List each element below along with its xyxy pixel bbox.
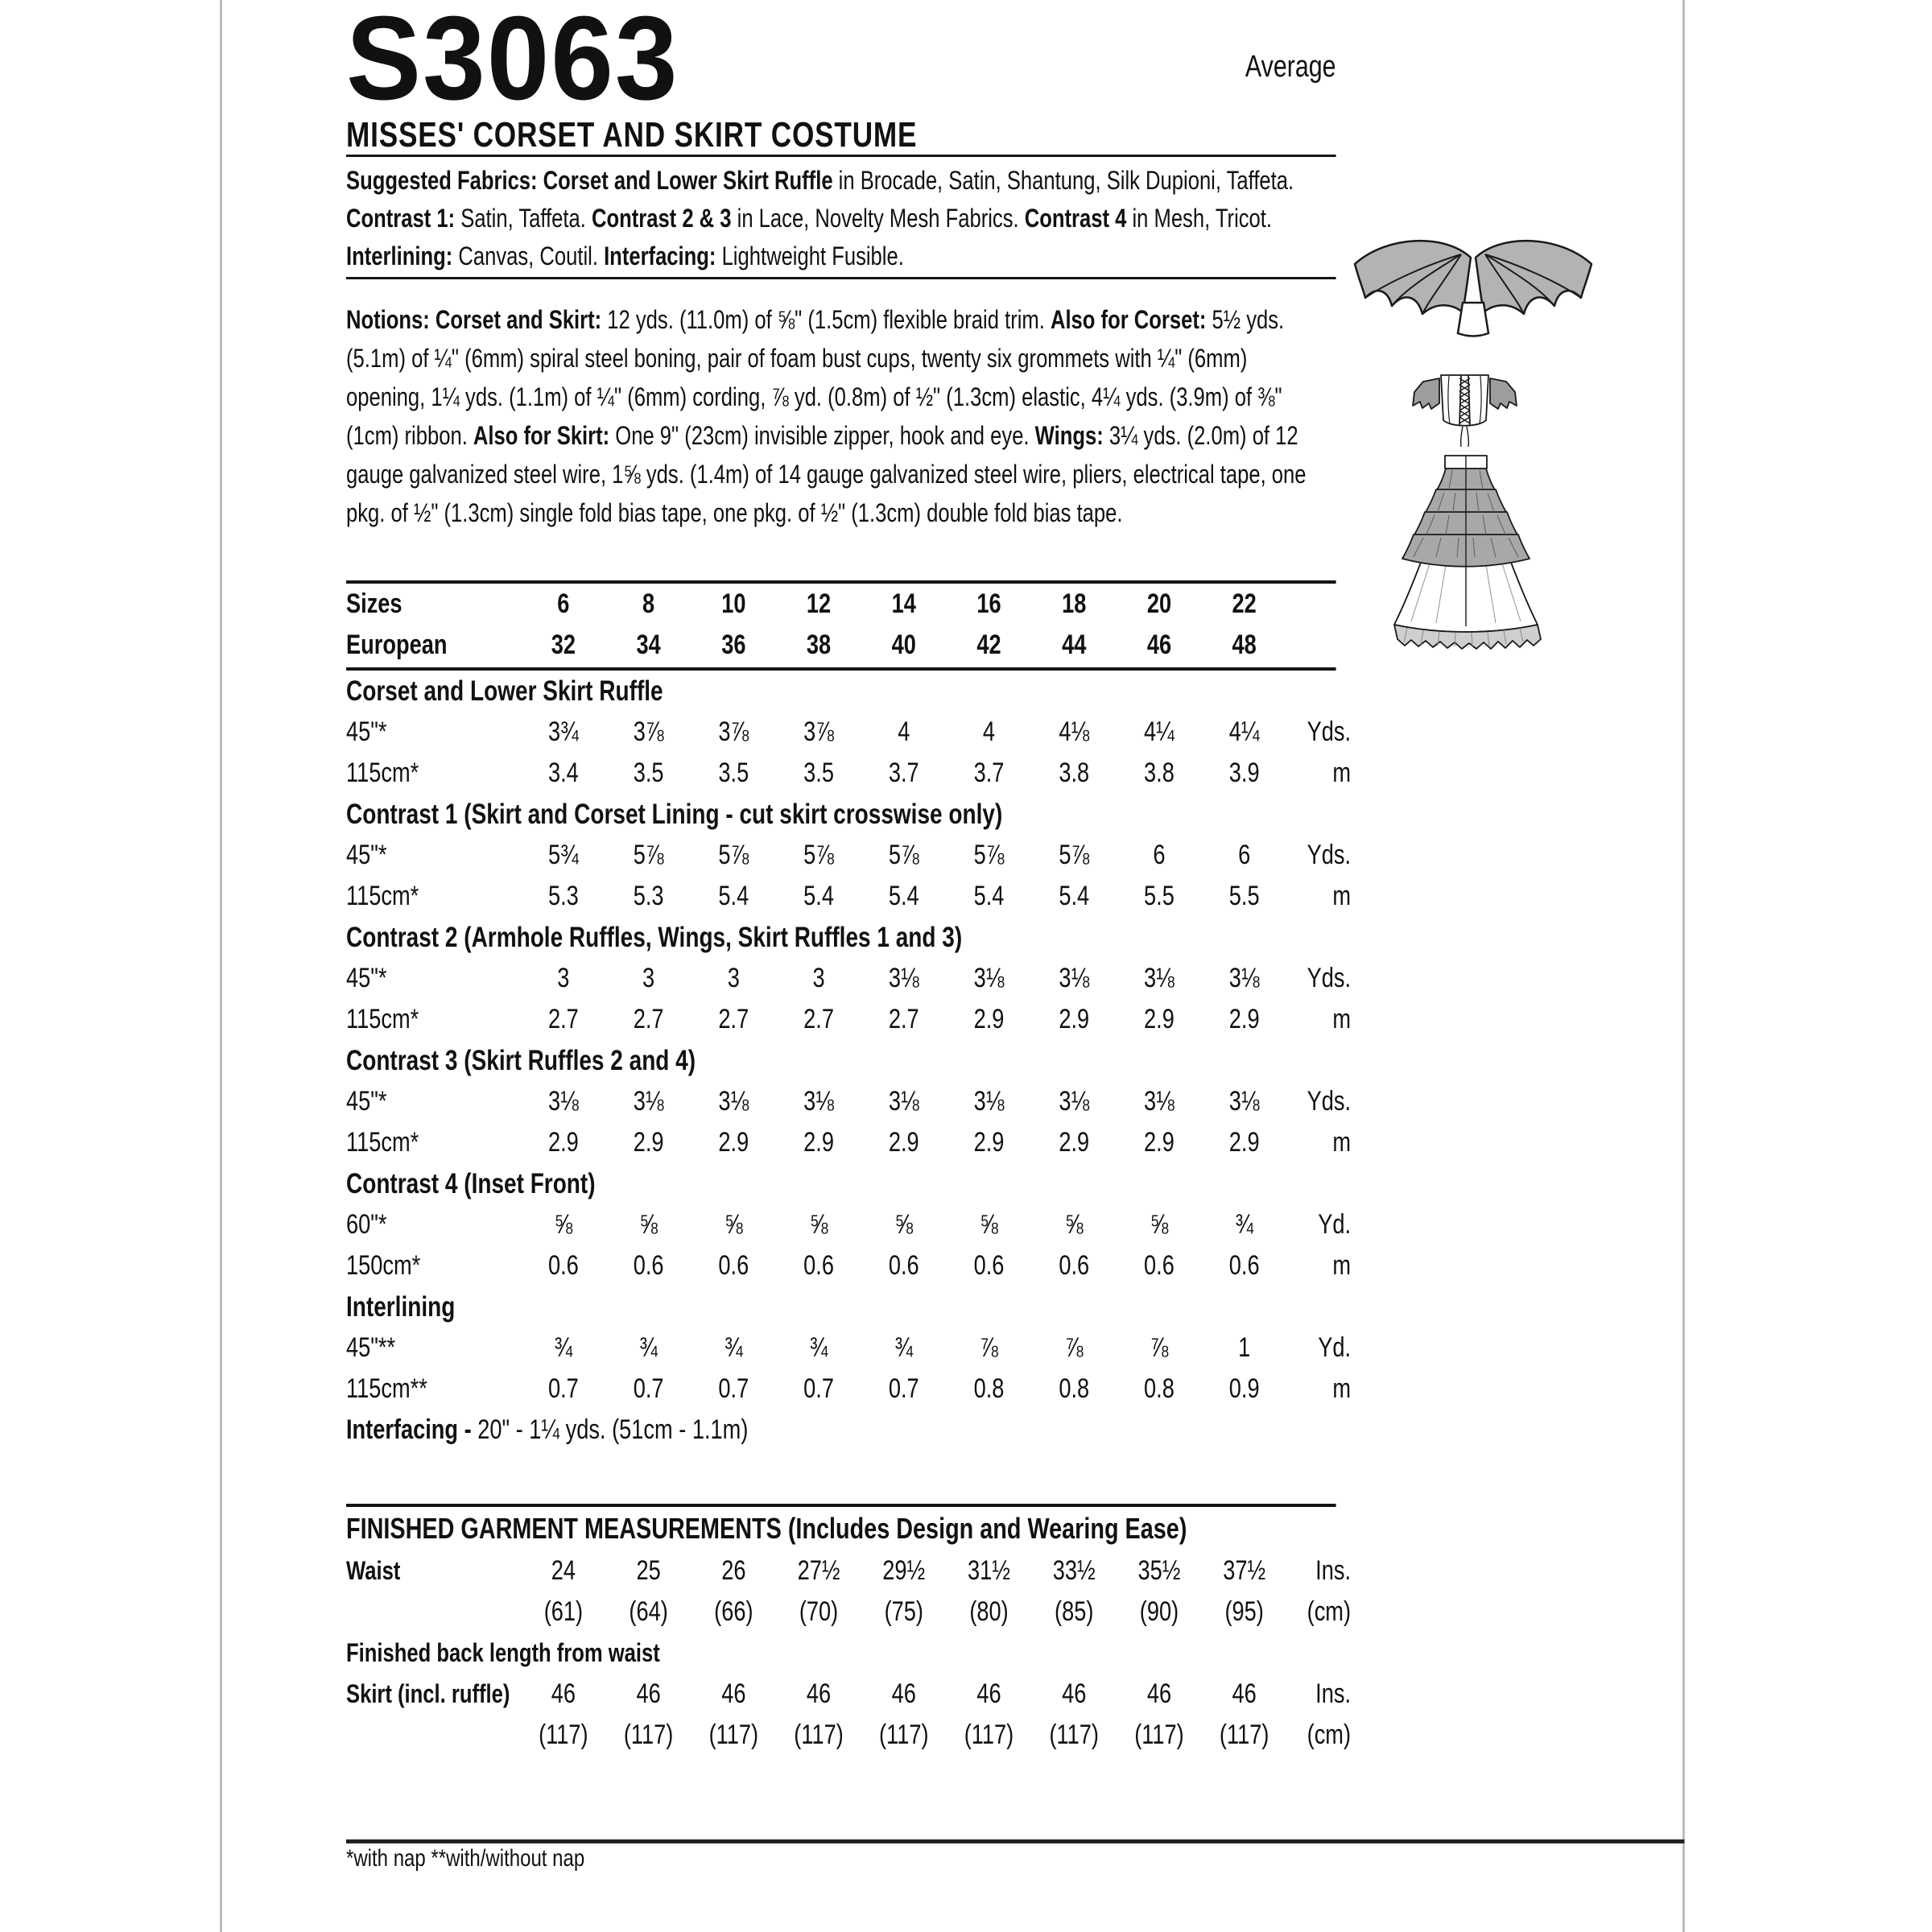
value-cell: 5⅞ bbox=[718, 840, 749, 870]
table-row bbox=[346, 1081, 1357, 1122]
value-cell: 2.9 bbox=[718, 1127, 749, 1158]
section-heading-row bbox=[346, 1163, 1357, 1204]
value-cell: 3.8 bbox=[1144, 758, 1174, 788]
interfacing-note-row bbox=[346, 1410, 1357, 1451]
value-cell: 2.9 bbox=[1228, 1004, 1260, 1034]
value-cell: (117) bbox=[1134, 1719, 1184, 1750]
value-cell: 3⅛ bbox=[1059, 1086, 1090, 1117]
value-cell: 46 bbox=[636, 1678, 661, 1709]
value-cell: 0.7 bbox=[547, 1373, 579, 1404]
value-cell: 2.9 bbox=[973, 1004, 1005, 1034]
table-row bbox=[346, 1368, 1357, 1410]
value-cell: ⅝ bbox=[724, 1209, 743, 1240]
value-cell: 3⅛ bbox=[803, 1086, 834, 1117]
table-row bbox=[346, 584, 1357, 625]
value-cell: ¾ bbox=[639, 1332, 658, 1363]
unit-cell: Ins. bbox=[1315, 1678, 1352, 1709]
value-cell: 3.5 bbox=[718, 758, 749, 788]
value-cell: (117) bbox=[1219, 1719, 1269, 1750]
value-cell: 2.9 bbox=[1144, 1004, 1174, 1034]
value-cell: (117) bbox=[964, 1719, 1014, 1750]
unit-cell: m bbox=[1332, 758, 1352, 788]
value-cell: 44 bbox=[1062, 630, 1087, 660]
notions-paragraph: Notions: Corset and Skirt: 12 yds. (11.0m) of ⅝" (1.5cm) flexible braid trim. Also for Corset: 5½ yds. (5.1m) of ¼" (6mm) spiral steel boning, pair of foam bust cups, twenty six grommets with ¼" (6mm) opening, 1¼ yds. (1.1m) of ¼" (6mm) cording, ⅞ yd. (0.8m) of ½" (1.3cm) elastic, 4¼ yds. (3.9m) of ⅜" (1cm) ribbon. Also for Skirt: One 9" (23cm) invisible zipper, hook and eye. Wings: 3¼ yds. (2.0m) of 12 gauge galvanized steel wire, 1⅝ yds. (1.4m) of 14 gauge galvanized steel wire, pliers, electrical tape, one pkg. of ½" (1.3cm) single fold bias tape, one pkg. of ½" (1.3cm) double fold bias tape. bbox=[346, 305, 1307, 527]
value-cell: 31½ bbox=[968, 1555, 1010, 1586]
value-cell: ⅝ bbox=[980, 1209, 998, 1240]
value-cell: 0.6 bbox=[1228, 1250, 1260, 1281]
value-cell: 2.9 bbox=[973, 1127, 1005, 1158]
value-cell: (117) bbox=[708, 1719, 759, 1750]
value-cell: 5.4 bbox=[803, 881, 834, 911]
value-cell: (75) bbox=[884, 1596, 923, 1627]
yardage-table-body bbox=[346, 671, 1686, 1410]
value-cell: 2.7 bbox=[803, 1004, 834, 1034]
value-cell: 27½ bbox=[797, 1555, 840, 1586]
value-cell: 46 bbox=[551, 1678, 576, 1709]
value-cell: 3.9 bbox=[1228, 758, 1260, 788]
value-cell: ¾ bbox=[554, 1332, 573, 1363]
value-cell: 0.6 bbox=[888, 1250, 919, 1281]
unit-cell: Yds. bbox=[1307, 1086, 1352, 1117]
value-cell: 34 bbox=[636, 630, 661, 660]
value-cell: 3⅛ bbox=[1228, 1086, 1260, 1117]
value-cell: 35½ bbox=[1137, 1555, 1181, 1586]
value-cell: 3⅞ bbox=[718, 716, 749, 747]
garment-title: MISSES' CORSET AND SKIRT COSTUME bbox=[346, 115, 918, 155]
table-row bbox=[346, 999, 1357, 1040]
wings-illustration bbox=[1340, 232, 1606, 341]
suggested-fabrics-paragraph: Suggested Fabrics: Corset and Lower Skirt Ruffle in Brocade, Satin, Shantung, Silk Dupioni, Taffeta. Contrast 1: Satin, Taffeta. Contrast 2 & 3 in Lace, Novelty Mesh Fabrics. Contrast 4 in Mesh, Tricot. Interlining: Canvas, Coutil. Interfacing: Lightweight Fusible. bbox=[346, 166, 1294, 270]
bottom-rule bbox=[346, 1839, 1684, 1843]
value-cell: 5.4 bbox=[718, 881, 749, 911]
divider-under-title bbox=[346, 155, 1336, 157]
value-cell: 2.9 bbox=[803, 1127, 834, 1158]
page-edge-line-left bbox=[220, 0, 222, 1932]
value-cell: 0.6 bbox=[718, 1250, 749, 1281]
value-cell: 0.7 bbox=[888, 1373, 919, 1404]
value-cell: (117) bbox=[1049, 1719, 1099, 1750]
unit-cell: m bbox=[1332, 881, 1352, 911]
value-cell: 2.9 bbox=[1228, 1127, 1260, 1158]
value-cell: 0.6 bbox=[803, 1250, 834, 1281]
value-cell: 3⅛ bbox=[633, 1086, 664, 1117]
value-cell: 5.5 bbox=[1228, 881, 1260, 911]
value-cell: 46 bbox=[806, 1678, 832, 1709]
table-row bbox=[346, 876, 1357, 917]
value-cell: 48 bbox=[1232, 630, 1257, 660]
value-cell: ¾ bbox=[1235, 1209, 1254, 1240]
wing-connector bbox=[1458, 303, 1488, 336]
value-cell: 0.7 bbox=[803, 1373, 834, 1404]
value-cell: ⅞ bbox=[980, 1332, 998, 1363]
value-cell: 3.4 bbox=[547, 758, 579, 788]
value-cell: 46 bbox=[1146, 630, 1172, 660]
value-cell: 3⅛ bbox=[888, 1086, 919, 1117]
value-cell: 3 bbox=[727, 963, 740, 993]
row-label: 115cm* bbox=[346, 1004, 419, 1034]
section-heading: Contrast 3 (Skirt Ruffles 2 and 4) bbox=[346, 1044, 696, 1076]
value-cell: 46 bbox=[1062, 1678, 1087, 1709]
value-cell: 5.4 bbox=[973, 881, 1005, 911]
value-cell: 4 bbox=[982, 716, 996, 747]
table-row bbox=[346, 1122, 1357, 1163]
table-row bbox=[346, 835, 1357, 876]
value-cell: 5.4 bbox=[1059, 881, 1090, 911]
table-row bbox=[346, 1633, 1357, 1674]
row-label: 45"* bbox=[346, 840, 387, 870]
row-label: 115cm* bbox=[346, 1127, 419, 1158]
value-cell: 2.9 bbox=[1059, 1127, 1090, 1158]
value-cell: 3⅛ bbox=[888, 963, 919, 993]
value-cell: 3⅛ bbox=[718, 1086, 749, 1117]
section-heading: Contrast 4 (Inset Front) bbox=[346, 1167, 596, 1199]
value-cell: 3⅛ bbox=[1144, 1086, 1174, 1117]
value-cell: ⅞ bbox=[1064, 1332, 1084, 1363]
divider-under-fabrics bbox=[346, 277, 1336, 279]
table-row bbox=[346, 1204, 1357, 1245]
value-cell: 2.9 bbox=[547, 1127, 579, 1158]
value-cell: 12 bbox=[806, 588, 832, 619]
unit-cell: Yds. bbox=[1307, 840, 1352, 870]
value-cell: 0.6 bbox=[973, 1250, 1005, 1281]
value-cell: 46 bbox=[891, 1678, 916, 1709]
value-cell: (90) bbox=[1139, 1596, 1179, 1627]
value-cell: 14 bbox=[891, 588, 916, 619]
unit-cell: (cm) bbox=[1307, 1719, 1352, 1750]
value-cell: 32 bbox=[551, 630, 576, 660]
value-cell: 5.5 bbox=[1144, 881, 1174, 911]
value-cell: 16 bbox=[976, 588, 1001, 619]
value-cell: 5.4 bbox=[888, 881, 919, 911]
value-cell: 3.7 bbox=[888, 758, 919, 788]
interfacing-note: Interfacing - 20" - 1¼ yds. (51cm - 1.1m) bbox=[346, 1414, 749, 1445]
value-cell: 3⅞ bbox=[803, 716, 834, 747]
section-heading: Contrast 2 (Armhole Ruffles, Wings, Skirt Ruffles 1 and 3) bbox=[346, 921, 963, 953]
value-cell: (61) bbox=[543, 1596, 584, 1627]
finished-measurements-heading-row bbox=[346, 1507, 1357, 1550]
value-cell: (80) bbox=[969, 1596, 1009, 1627]
value-cell: 4 bbox=[898, 716, 910, 747]
row-label: 45"* bbox=[346, 716, 387, 747]
value-cell: 3 bbox=[812, 963, 825, 993]
table-row bbox=[346, 1591, 1357, 1633]
value-cell: (117) bbox=[794, 1719, 844, 1750]
value-cell: 0.9 bbox=[1228, 1373, 1260, 1404]
row-label: 45"* bbox=[346, 963, 387, 993]
unit-cell: m bbox=[1332, 1127, 1352, 1158]
row-label: 150cm* bbox=[346, 1250, 421, 1281]
row-label: Finished back length from waist bbox=[346, 1638, 660, 1667]
value-cell: 25 bbox=[636, 1555, 661, 1586]
unit-cell: Yd. bbox=[1318, 1332, 1352, 1363]
value-cell: 2.7 bbox=[888, 1004, 919, 1034]
value-cell: (117) bbox=[623, 1719, 674, 1750]
table-row bbox=[346, 1245, 1357, 1286]
row-label: 115cm** bbox=[346, 1373, 427, 1404]
row-label: Sizes bbox=[346, 588, 402, 619]
value-cell: 0.8 bbox=[1144, 1373, 1174, 1404]
value-cell: 2.9 bbox=[1059, 1004, 1090, 1034]
value-cell: 38 bbox=[806, 630, 832, 660]
value-cell: 46 bbox=[1232, 1678, 1257, 1709]
table-row bbox=[346, 1327, 1357, 1368]
value-cell: 2.7 bbox=[718, 1004, 749, 1034]
table-row bbox=[346, 625, 1357, 666]
value-cell: 3⅞ bbox=[633, 716, 664, 747]
unit-cell: m bbox=[1332, 1250, 1352, 1281]
value-cell: ⅞ bbox=[1150, 1332, 1169, 1363]
value-cell: 5.3 bbox=[547, 881, 579, 911]
value-cell: (70) bbox=[799, 1596, 839, 1627]
value-cell: 5⅞ bbox=[888, 840, 919, 870]
value-cell: 4⅛ bbox=[1059, 716, 1090, 747]
value-cell: 3⅛ bbox=[1228, 963, 1260, 993]
value-cell: ⅝ bbox=[1064, 1209, 1084, 1240]
unit-cell: Yd. bbox=[1318, 1209, 1352, 1240]
row-label: Skirt (incl. ruffle) bbox=[346, 1679, 510, 1708]
section-heading-row bbox=[346, 917, 1357, 958]
section-heading: Contrast 1 (Skirt and Corset Lining - cut skirt crosswise only) bbox=[346, 798, 1003, 830]
row-label: 60"* bbox=[346, 1209, 387, 1240]
value-cell: 0.6 bbox=[1059, 1250, 1090, 1281]
value-cell: 4¼ bbox=[1228, 716, 1260, 747]
value-cell: (66) bbox=[714, 1596, 753, 1627]
value-cell: 2.7 bbox=[547, 1004, 579, 1034]
value-cell: (85) bbox=[1055, 1596, 1094, 1627]
value-cell: 5⅞ bbox=[803, 840, 834, 870]
value-cell: 3 bbox=[557, 963, 570, 993]
table-row bbox=[346, 1550, 1357, 1591]
finished-measurements-heading: FINISHED GARMENT MEASUREMENTS (Includes Design and Wearing Ease) bbox=[346, 1512, 1187, 1545]
value-cell: 10 bbox=[721, 588, 746, 619]
value-cell: 22 bbox=[1232, 588, 1257, 619]
unit-cell: Yds. bbox=[1307, 963, 1352, 993]
value-cell: 2.9 bbox=[888, 1127, 919, 1158]
value-cell: 26 bbox=[721, 1555, 746, 1586]
unit-cell: m bbox=[1332, 1004, 1352, 1034]
pattern-number: S3063 bbox=[346, 0, 679, 125]
value-cell: 3.5 bbox=[803, 758, 834, 788]
value-cell: 3⅛ bbox=[973, 1086, 1005, 1117]
value-cell: 6 bbox=[1238, 840, 1251, 870]
section-heading-row bbox=[346, 794, 1357, 835]
value-cell: 46 bbox=[721, 1678, 746, 1709]
value-cell: (117) bbox=[879, 1719, 929, 1750]
skirt-illustration bbox=[1375, 451, 1556, 652]
value-cell: 18 bbox=[1062, 588, 1087, 619]
finished-measurements-body bbox=[346, 1550, 1686, 1756]
value-cell: 2.9 bbox=[633, 1127, 664, 1158]
difficulty-label: Average bbox=[1245, 50, 1336, 84]
value-cell: 3.8 bbox=[1059, 758, 1090, 788]
value-cell: ¾ bbox=[894, 1332, 914, 1363]
value-cell: 0.8 bbox=[973, 1373, 1005, 1404]
value-cell: 46 bbox=[976, 1678, 1001, 1709]
value-cell: 5¾ bbox=[547, 840, 579, 870]
value-cell: 3 bbox=[642, 963, 655, 993]
table-row bbox=[346, 1715, 1357, 1756]
section-heading-row bbox=[346, 1040, 1357, 1081]
value-cell: ⅝ bbox=[554, 1209, 573, 1240]
value-cell: 37½ bbox=[1223, 1555, 1266, 1586]
value-cell: 3⅛ bbox=[973, 963, 1005, 993]
value-cell: 5⅞ bbox=[973, 840, 1005, 870]
value-cell: 24 bbox=[551, 1555, 576, 1586]
section-heading: Interlining bbox=[346, 1290, 456, 1323]
value-cell: 8 bbox=[642, 588, 655, 619]
table-row bbox=[346, 1674, 1357, 1715]
value-cell: ⅝ bbox=[1150, 1209, 1169, 1240]
value-cell: 20 bbox=[1146, 588, 1172, 619]
value-cell: 0.6 bbox=[1144, 1250, 1174, 1281]
corset-illustration bbox=[1402, 364, 1527, 448]
value-cell: 42 bbox=[976, 630, 1001, 660]
value-cell: 5⅞ bbox=[1059, 840, 1090, 870]
unit-cell: Yds. bbox=[1307, 716, 1352, 747]
value-cell: 3⅛ bbox=[1144, 963, 1174, 993]
value-cell: 0.6 bbox=[547, 1250, 579, 1281]
value-cell: 3⅛ bbox=[1059, 963, 1090, 993]
value-cell: 46 bbox=[1146, 1678, 1172, 1709]
value-cell: 3.5 bbox=[633, 758, 664, 788]
row-label: 45"** bbox=[346, 1332, 396, 1363]
value-cell: ⅝ bbox=[809, 1209, 828, 1240]
value-cell: ¾ bbox=[809, 1332, 828, 1363]
value-cell: 2.9 bbox=[1144, 1127, 1174, 1158]
value-cell: 40 bbox=[891, 630, 916, 660]
value-cell: 6 bbox=[557, 588, 570, 619]
row-label: Waist bbox=[346, 1556, 401, 1585]
section-heading-row bbox=[346, 671, 1357, 712]
section-heading: Corset and Lower Skirt Ruffle bbox=[346, 675, 663, 707]
nap-footnote: *with nap **with/without nap bbox=[346, 1845, 585, 1872]
value-cell: 33½ bbox=[1052, 1555, 1096, 1586]
unit-cell: m bbox=[1332, 1373, 1352, 1404]
value-cell: (64) bbox=[629, 1596, 668, 1627]
value-cell: 3¾ bbox=[547, 716, 579, 747]
value-cell: 0.8 bbox=[1059, 1373, 1090, 1404]
value-cell: ¾ bbox=[724, 1332, 743, 1363]
row-label: 115cm* bbox=[346, 758, 419, 788]
row-label: European bbox=[346, 630, 448, 660]
section-heading-row bbox=[346, 1286, 1357, 1327]
value-cell: 0.6 bbox=[633, 1250, 664, 1281]
value-cell: 2.7 bbox=[633, 1004, 664, 1034]
value-cell: (95) bbox=[1224, 1596, 1264, 1627]
unit-cell: Ins. bbox=[1315, 1555, 1352, 1586]
value-cell: 36 bbox=[721, 630, 746, 660]
row-label: 115cm* bbox=[346, 881, 419, 911]
value-cell: ⅝ bbox=[894, 1209, 914, 1240]
value-cell: 5.3 bbox=[633, 881, 664, 911]
value-cell: 29½ bbox=[882, 1555, 926, 1586]
unit-cell: (cm) bbox=[1307, 1596, 1352, 1627]
value-cell: 3.7 bbox=[973, 758, 1005, 788]
table-row bbox=[346, 712, 1357, 753]
value-cell: 4¼ bbox=[1144, 716, 1174, 747]
row-label: 45"* bbox=[346, 1086, 387, 1117]
table-row bbox=[346, 958, 1357, 999]
value-cell: 0.7 bbox=[718, 1373, 749, 1404]
value-cell: 6 bbox=[1153, 840, 1166, 870]
value-cell: 5⅞ bbox=[633, 840, 664, 870]
value-cell: (117) bbox=[539, 1719, 588, 1750]
value-cell: 1 bbox=[1238, 1332, 1251, 1363]
table-row bbox=[346, 753, 1357, 794]
value-cell: ⅝ bbox=[639, 1209, 658, 1240]
value-cell: 0.7 bbox=[633, 1373, 664, 1404]
value-cell: 3⅛ bbox=[547, 1086, 579, 1117]
